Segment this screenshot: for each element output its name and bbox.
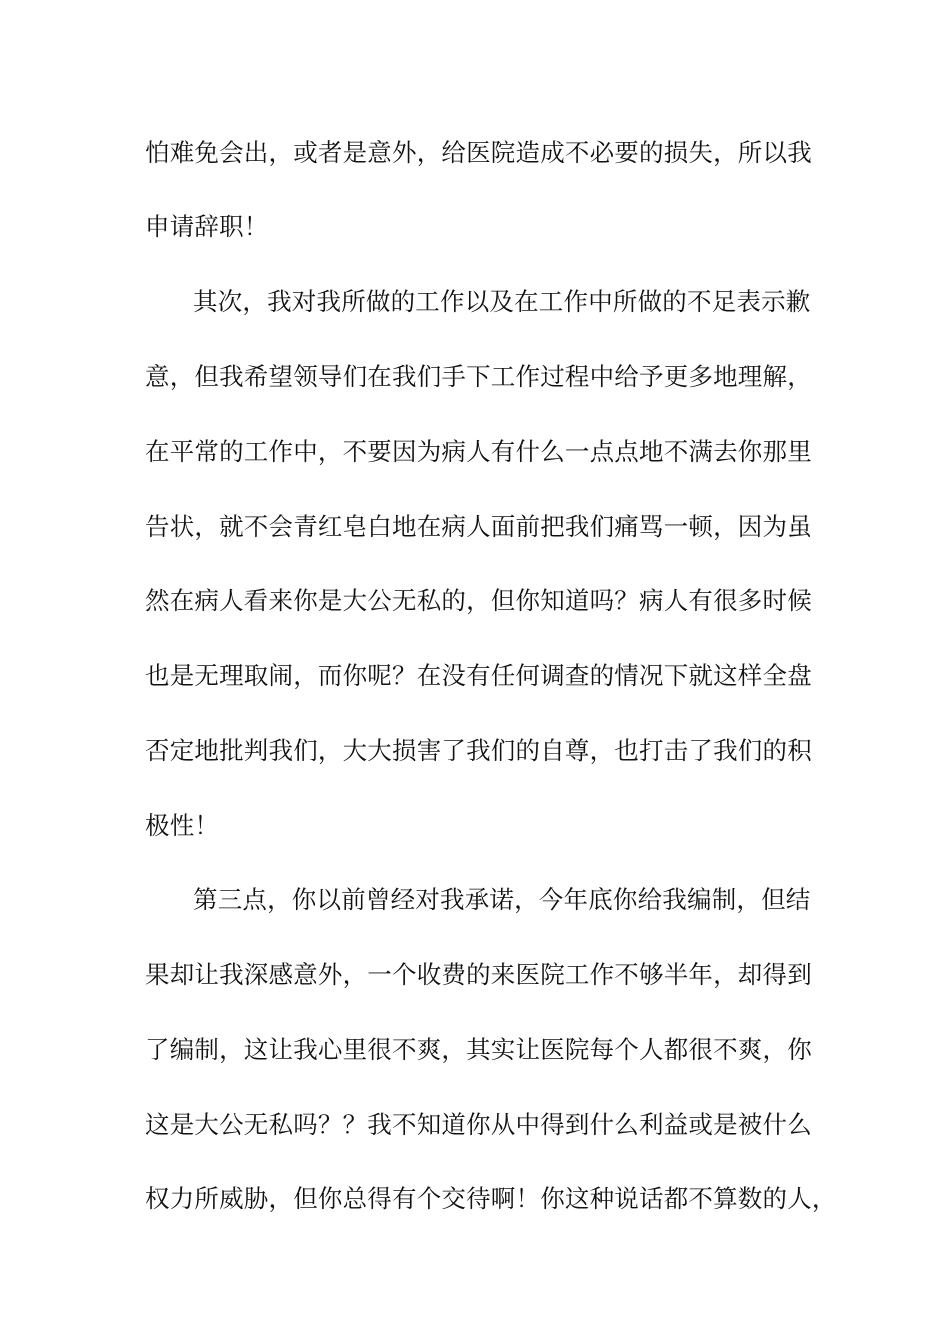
text-line: 极性！ xyxy=(145,811,220,840)
paragraph-start-line: 其次，我对我所做的工作以及在工作中所做的不足表示歉 xyxy=(193,287,811,316)
text-line: 申请辞职！ xyxy=(145,212,269,241)
text-line: 果却让我深感意外，一个收费的来医院工作不够半年，却得到 xyxy=(145,960,812,989)
paragraph-start-line: 第三点，你以前曾经对我承诺，今年底你给我编制，但结 xyxy=(193,885,811,914)
text-line: 然在病人看来你是大公无私的，但你知道吗？病人有很多时候 xyxy=(145,586,812,615)
text-line: 意，但我希望领导们在我们手下工作过程中给予更多地理解， xyxy=(145,362,812,391)
text-line: 这是大公无私吗？？我不知道你从中得到什么利益或是被什么 xyxy=(145,1110,812,1139)
text-line: 告状，就不会青红皂白地在病人面前把我们痛骂一顿，因为虽 xyxy=(145,512,812,541)
text-line: 权力所威胁，但你总得有个交待啊！你这种说话都不算数的人， xyxy=(145,1184,837,1213)
text-line: 也是无理取闹，而你呢？在没有任何调查的情况下就这样全盘 xyxy=(145,661,812,690)
text-line: 否定地批判我们，大大损害了我们的自尊，也打击了我们的积 xyxy=(145,736,812,765)
text-line: 了编制，这让我心里很不爽，其实让医院每个人都很不爽，你 xyxy=(145,1035,812,1064)
text-line: 怕难免会出，或者是意外，给医院造成不必要的损失，所以我 xyxy=(145,138,812,167)
text-line: 在平常的工作中，不要因为病人有什么一点点地不满去你那里 xyxy=(145,437,812,466)
